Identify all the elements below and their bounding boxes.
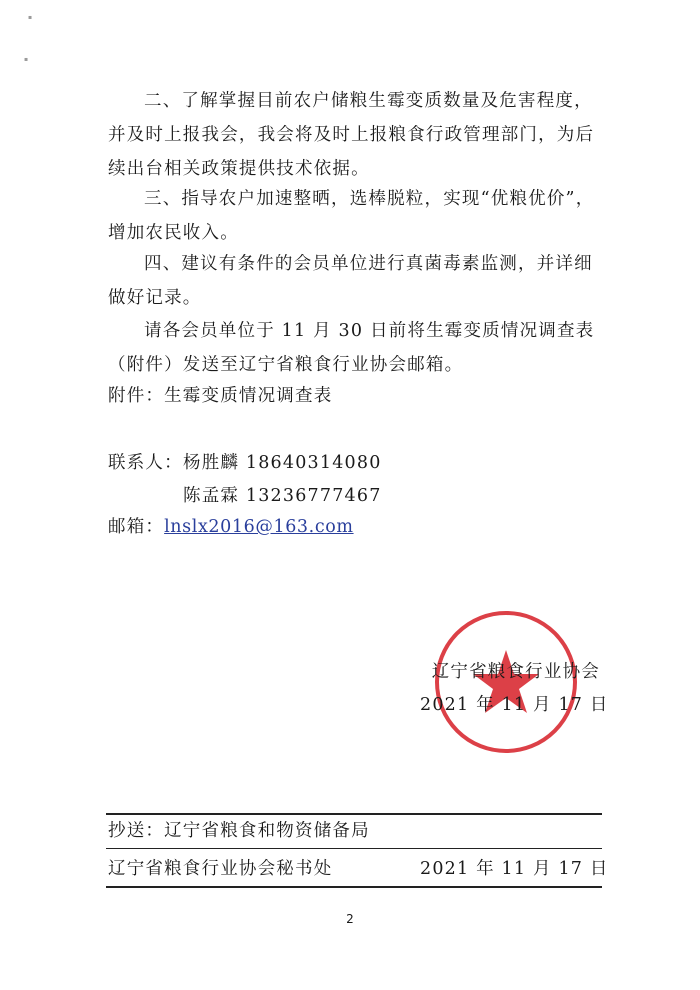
contact-person-1: 杨胜麟 18640314080	[183, 453, 382, 473]
signature-org: 辽宁省粮食行业协会	[431, 662, 600, 682]
contact-person-2: 陈孟霖 13236777467	[183, 486, 382, 506]
signature-date: 2021 年 11 月 17 日	[420, 695, 609, 715]
paragraph-item-2: 二、了解掌握目前农户储粮生霉变质数量及危害程度，并及时上报我会，我会将及时上报粮食行政管理部门，为后续出台相关政策提供技术依据。	[108, 91, 595, 179]
footer-date: 2021 年 11 月 17 日	[420, 859, 609, 879]
footer-cc: 抄送：辽宁省粮食和物资储备局	[108, 821, 370, 841]
paragraph-item-3: 三、指导农户加速整晒，选棒脱粒，实现“优粮优价”，增加农民收入。	[108, 189, 595, 243]
paragraph-deadline: 请各会员单位于 11 月 30 日前将生霉变质情况调查表（附件）发送至辽宁省粮食行业协会邮箱。	[108, 321, 595, 375]
email-link[interactable]: lnslx2016@163.com	[164, 517, 354, 537]
footer-rule-bottom	[106, 886, 602, 888]
contacts-label: 联系人：	[108, 453, 183, 473]
paragraph-item-4: 四、建议有条件的会员单位进行真菌毒素监测，并详细做好记录。	[108, 254, 593, 308]
footer-rule-middle	[106, 848, 602, 849]
attachment-line: 附件：生霉变质情况调查表	[108, 386, 333, 406]
footer-issuer: 辽宁省粮食行业协会秘书处	[108, 859, 333, 879]
page-number: 2	[346, 912, 354, 926]
scan-mark: ▪	[28, 14, 33, 21]
email-label: 邮箱：	[108, 517, 165, 537]
scan-mark: ▪	[24, 56, 29, 63]
email-line	[108, 510, 354, 544]
